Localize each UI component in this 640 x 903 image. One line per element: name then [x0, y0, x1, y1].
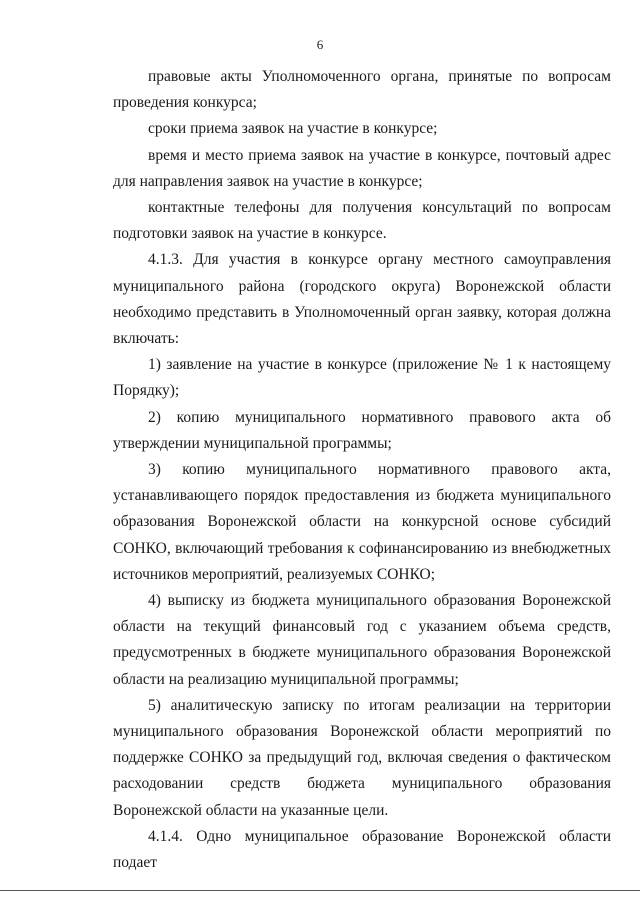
paragraph-contacts: контактные телефоны для получения консультаций по вопросам подготовки заявок на участие в конкурсе.	[113, 199, 611, 243]
list-item-5: 5) аналитическую записку по итогам реализации на территории муниципального образования Воронежской области мероприятий по поддержке СОНКО за предыдущий год, включая сведения о фактическом расходовании средств бюджета муниципального образования Воронежской области на указанные цели.	[113, 696, 611, 819]
page-bottom-edge	[0, 890, 640, 891]
paragraph-deadlines: сроки приема заявок на участие в конкурсе;	[148, 120, 438, 138]
paragraph-4-1-3: 4.1.3. Для участия в конкурсе органу местного самоуправления муниципального района (городского округа) Воронежской области необходимо представить в Уполномоченный орган заявку, которая должна включать:	[113, 251, 611, 348]
paragraph-4-1-4: 4.1.4. Одно муниципальное образование Воронежской области подает	[113, 827, 611, 872]
list-item-4: 4) выписку из бюджета муниципального образования Воронежской области на текущий финансовый год с указанием объема средств, предусмотренных в бюджете муниципального образования Воронежской области на реализацию муниципальной программы;	[113, 592, 611, 688]
paragraph-time-place: время и место приема заявок на участие в конкурсе, почтовый адрес для направления заявок на участие в конкурсе;	[113, 146, 611, 190]
list-item-2: 2) копию муниципального нормативного правового акта об утверждении муниципальной программы;	[113, 408, 611, 452]
paragraph-legal-acts: правовые акты Уполномоченного органа, принятые по вопросам проведения конкурса;	[113, 68, 611, 112]
list-item-1: 1) заявление на участие в конкурсе (приложение № 1 к настоящему Порядку);	[113, 356, 611, 400]
document-body	[113, 64, 611, 876]
page-number: 6	[316, 37, 324, 52]
list-item-3: 3) копию муниципального нормативного правового акта, устанавливающего порядок предоставления из бюджета муниципального образования Воронежской области на конкурсной основе субсидий СОНКО, включающий требования к софинансированию из внебюджетных источников мероприятий, реализуемых СОНКО;	[113, 461, 611, 583]
